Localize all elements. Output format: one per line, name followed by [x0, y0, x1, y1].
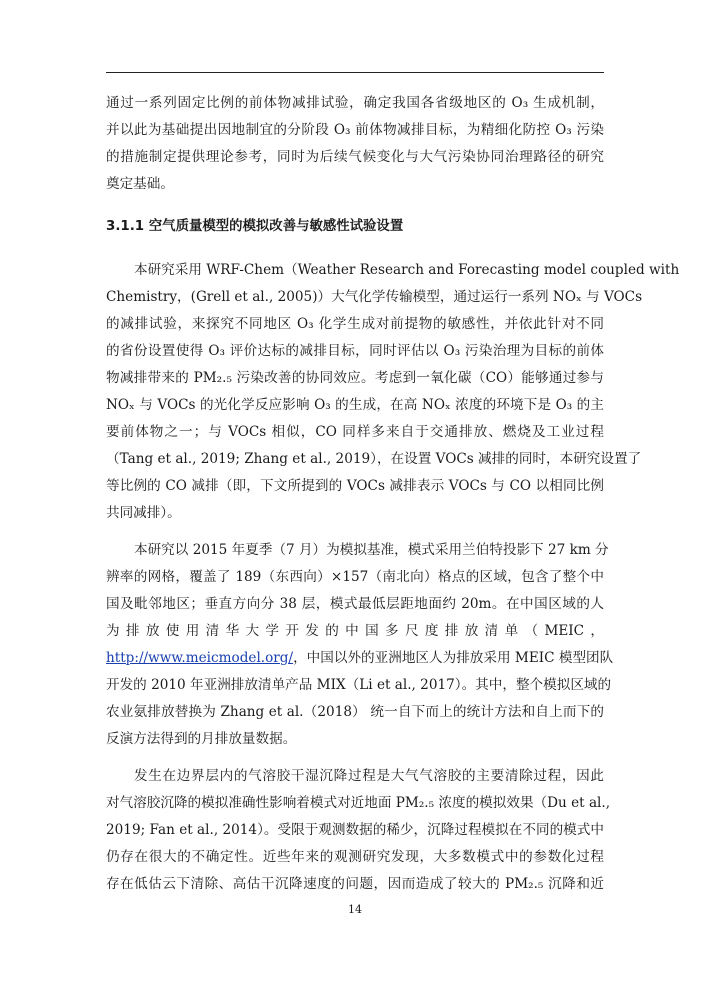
text-line: 通过一系列固定比例的前体物减排试验，确定我国各省级地区的 O₃ 生成机制，	[106, 95, 604, 111]
text-line: 的减排试验，来探究不同地区 O₃ 化学生成对前提物的敏感性，并依此针对不同	[106, 316, 604, 332]
text-span: ，中国以外的亚洲地区人为排放采用 MEIC 模型团队	[293, 650, 614, 666]
text-line: 反演方法得到的月排放量数据。	[106, 731, 297, 747]
meic-link[interactable]: http://www.meicmodel.org/	[106, 650, 294, 666]
header-rule	[106, 72, 604, 73]
text-line-with-link	[106, 649, 614, 667]
page-number: 14	[348, 903, 362, 916]
text-line: 物减排带来的 PM₂.₅ 污染改善的协同效应。考虑到一氧化碳（CO）能够通过参与	[106, 370, 604, 386]
text-line: （Tang et al., 2019; Zhang et al., 2019），在设置 VOCs 减排的同时，本研究设置了	[106, 451, 642, 467]
text-line: 存在低估云下清除、高估干沉降速度的问题，因而造成了较大的 PM₂.₅ 沉降和近	[106, 876, 604, 892]
text-line: 要前体物之一；与 VOCs 相似，CO 同样多来自于交通排放、燃烧及工业过程	[106, 424, 604, 440]
text-line: 发生在边界层内的气溶胶干湿沉降过程是大气气溶胶的主要清除过程，因此	[134, 768, 604, 784]
text-line: 等比例的 CO 减排（即，下文所提到的 VOCs 减排表示 VOCs 与 CO 以相同比例	[106, 478, 604, 494]
text-line: 国及毗邻地区；垂直方向分 38 层，模式最低层距地面约 20m。在中国区域的人	[106, 596, 604, 612]
text-line: NOₓ 与 VOCs 的光化学反应影响 O₃ 的生成，在高 NOₓ 浓度的环境下是 O₃ 的主	[106, 397, 604, 413]
text-line: 对气溶胶沉降的模拟准确性影响着模式对近地面 PM₂.₅ 浓度的模拟效果（Du et al.,	[106, 795, 611, 811]
text-line: Chemistry，(Grell et al., 2005)）大气化学传输模型，通过运行一系列 NOₓ 与 VOCs	[106, 289, 643, 305]
text-line: 辨率的网格，覆盖了 189（东西向）×157（南北向）格点的区域，包含了整个中	[106, 569, 604, 585]
text-line: 奠定基础。	[106, 176, 174, 192]
text-line: 的省份设置使得 O₃ 评价达标的减排目标，同时评估以 O₃ 污染治理为目标的前体	[106, 343, 604, 359]
text-line: 本研究以 2015 年夏季（7 月）为模拟基准，模式采用兰伯特投影下 27 km 分	[134, 542, 609, 558]
text-line: 仍存在很大的不确定性。近些年来的观测研究发现，大多数模式中的参数化过程	[106, 849, 604, 865]
section-heading: 3.1.1 空气质量模型的模拟改善与敏感性试验设置	[106, 219, 404, 234]
text-line: 农业氨排放替换为 Zhang et al.（2018） 统一自下而上的统计方法和自上而下的	[106, 704, 604, 720]
text-line: 开发的 2010 年亚洲排放清单产品 MIX（Li et al., 2017）。其中，整个模拟区域的	[106, 677, 612, 693]
text-line: 共同减排）。	[106, 505, 181, 521]
text-line: 2019; Fan et al., 2014）。受限于观测数据的稀少，沉降过程模拟在不同的模式中	[106, 822, 604, 838]
text-line: 的措施制定提供理论参考，同时为后续气候变化与大气污染协同治理路径的研究	[106, 149, 604, 165]
text-line: 为排放使用清华大学开发的中国多尺度排放清单（MEIC，	[106, 623, 604, 639]
text-line: 本研究采用 WRF-Chem（Weather Research and Forecasting model coupled with	[134, 262, 680, 278]
text-line: 并以此为基础提出因地制宜的分阶段 O₃ 前体物减排目标，为精细化防控 O₃ 污染	[106, 122, 604, 138]
